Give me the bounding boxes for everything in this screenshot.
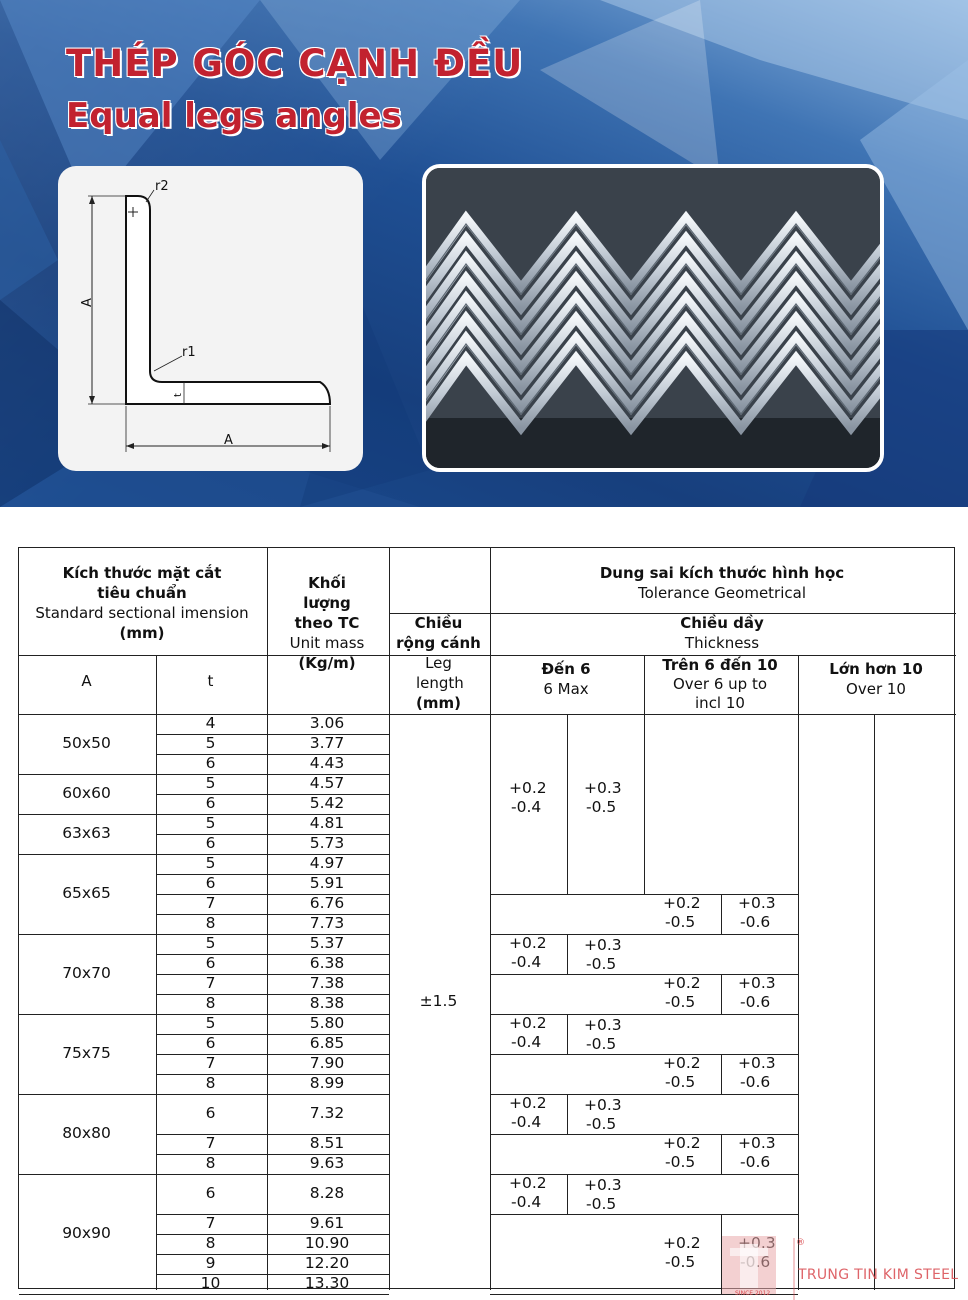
- unit-mass-cell: 8.38: [309, 994, 345, 1012]
- leg-header: [388, 613, 489, 713]
- thickness-cell: 4: [205, 714, 216, 732]
- grid-line: [490, 1214, 798, 1215]
- t-label: t: [173, 393, 184, 397]
- a-horizontal-label: A: [224, 433, 233, 448]
- unit-mass-cell: 4.81: [309, 814, 345, 832]
- tolerance-6to10-lower-5-plus: +0.2: [663, 1234, 701, 1252]
- unit-mass-cell: 5.73: [309, 834, 345, 852]
- tolerance-6to10-lower-5-minus: -0.5: [665, 1253, 696, 1271]
- specification-table: [18, 547, 955, 1292]
- tolerance-6max-lower-2-plus: +0.2: [509, 934, 547, 952]
- grid-line: [721, 1054, 722, 1094]
- unit-mass-cell: 6.85: [309, 1034, 345, 1052]
- tolerance-6to10-lower-3: [663, 1054, 701, 1092]
- tolerance-6max-upper-plus: +0.3: [584, 779, 622, 797]
- thickness-cell: 8: [205, 1234, 216, 1252]
- tolerance-6to10-lower-1-plus: +0.2: [663, 894, 701, 912]
- tolerance-6max-upper-2: [584, 936, 622, 974]
- tolerance-6max-lower-minus: -0.4: [511, 798, 542, 816]
- tolerance-6max-lower-3: [509, 1014, 547, 1052]
- leg-tolerance-value: ±1.5: [419, 992, 458, 1010]
- thickness-cell: 8: [205, 914, 216, 932]
- t6-header-vn: Đến 6: [541, 660, 591, 678]
- thickness-cell: 8: [205, 994, 216, 1012]
- grid-line: [567, 1094, 568, 1134]
- unit-mass-cell: 5.91: [309, 874, 345, 892]
- grid-line: [721, 974, 722, 1014]
- thickness-cell: 6: [205, 794, 216, 812]
- tolerance-6to10-lower-3-plus: +0.2: [663, 1054, 701, 1072]
- tolerance-6max-lower-4: [509, 1094, 547, 1132]
- tolerance-6to10-lower-2: [663, 974, 701, 1012]
- tolerance-6max-upper-2-plus: +0.3: [584, 936, 622, 954]
- tolerance-6to10-upper-2-plus: +0.3: [738, 974, 776, 992]
- unit-mass-cell: 3.77: [309, 734, 345, 752]
- leg-header-en: Leg length: [416, 654, 464, 692]
- tolerance-6to10-upper-2-minus: -0.6: [740, 993, 771, 1011]
- tolerance-6max-lower-2-minus: -0.4: [511, 953, 542, 971]
- thickness-cell: 5: [205, 774, 216, 792]
- unit-mass-cell: 8.51: [309, 1134, 345, 1152]
- unit-mass-cell: 7.38: [309, 974, 345, 992]
- size-cell: 70x70: [62, 964, 111, 982]
- section-header-vn: Kích thước mặt cắt tiêu chuẩn: [62, 564, 222, 602]
- tolerance-6max-lower-2: [509, 934, 547, 972]
- tolerance-6to10-upper-1-minus: -0.6: [740, 913, 771, 931]
- tolerance-6max-lower: [509, 779, 547, 817]
- tolerance-6to10-upper-1-plus: +0.3: [738, 894, 776, 912]
- size-cell: 90x90: [62, 1224, 111, 1242]
- tolerance-6to10-lower-1-minus: -0.5: [665, 913, 696, 931]
- thickness-cell: 9: [205, 1254, 216, 1272]
- unit-mass-cell: 5.37: [309, 934, 345, 952]
- size-cell: 75x75: [62, 1044, 111, 1062]
- tolerance-6max-upper-4: [584, 1096, 622, 1134]
- thickness-cell: 5: [205, 934, 216, 952]
- t10-header-vn: Lớn hơn 10: [829, 660, 923, 678]
- grid-line: [567, 1014, 568, 1054]
- tolerance-6max-lower-5-minus: -0.4: [511, 1193, 542, 1211]
- unit-mass-cell: 8.28: [309, 1184, 345, 1202]
- tolerance-6max-upper-2-minus: -0.5: [586, 955, 617, 973]
- thickness-cell: 6: [205, 874, 216, 892]
- thickness-header: [489, 613, 955, 653]
- tolerance-6to10-upper-4: [738, 1134, 776, 1172]
- t6-header-en: 6 Max: [543, 680, 589, 698]
- a-vertical-label: A: [80, 298, 95, 307]
- brand-watermark-text: TRUNG TIN KIM STEEL: [798, 1267, 959, 1283]
- size-cell: 60x60: [62, 784, 111, 802]
- brand-since-text: SINCE 2012: [735, 1290, 771, 1297]
- tolerance-6to10-lower-5: [663, 1234, 701, 1272]
- grid-line: [721, 1134, 722, 1174]
- thickness-cell: 6: [205, 754, 216, 772]
- tolerance-6to10-upper-1: [738, 894, 776, 932]
- tolerance-6to10-lower-4-plus: +0.2: [663, 1134, 701, 1152]
- mass-header: [266, 573, 388, 673]
- thickness-6to10-header: [643, 655, 797, 713]
- tolerance-6to10-lower-3-minus: -0.5: [665, 1073, 696, 1091]
- tolerance-6to10-lower-2-minus: -0.5: [665, 993, 696, 1011]
- tolerance-6max-upper-3-plus: +0.3: [584, 1016, 622, 1034]
- tolerance-6to10-lower-2-plus: +0.2: [663, 974, 701, 992]
- thickness-cell: 7: [205, 974, 216, 992]
- unit-mass-cell: 10.90: [304, 1234, 350, 1252]
- grid-line: [874, 714, 875, 1290]
- t10-header-en: Over 10: [846, 680, 906, 698]
- r2-label: r2: [155, 179, 169, 194]
- tolerance-6to10-lower-4: [663, 1134, 701, 1172]
- tolerance-header-vn: Dung sai kích thước hình học: [599, 564, 845, 582]
- tolerance-6max-upper-4-minus: -0.5: [586, 1115, 617, 1133]
- leg-header-unit: (mm): [416, 694, 461, 712]
- grid-line: [721, 894, 722, 934]
- grid-line: [567, 934, 568, 974]
- size-cell: 63x63: [62, 824, 111, 842]
- angle-cross-section-diagram: [58, 166, 363, 471]
- angle-profile-drawing: [58, 166, 363, 471]
- unit-mass-cell: 7.32: [309, 1104, 345, 1122]
- tolerance-6to10-upper-4-plus: +0.3: [738, 1134, 776, 1152]
- section-header-unit: (mm): [119, 624, 165, 642]
- t610-header-vn: Trên 6 đến 10: [662, 656, 778, 674]
- thickness-cell: 8: [205, 1154, 216, 1172]
- thickness-over10-header: [797, 659, 955, 699]
- tolerance-6to10-upper-2: [738, 974, 776, 1012]
- page-title-english: Equal legs angles: [66, 96, 402, 136]
- unit-mass-cell: 5.42: [309, 794, 345, 812]
- tolerance-6max-lower-4-plus: +0.2: [509, 1094, 547, 1112]
- thickness-cell: 10: [200, 1274, 221, 1292]
- unit-mass-cell: 4.97: [309, 854, 345, 872]
- unit-mass-cell: 5.80: [309, 1014, 345, 1032]
- r1-label: r1: [182, 345, 196, 360]
- unit-mass-cell: 8.99: [309, 1074, 345, 1092]
- tolerance-header: [489, 563, 955, 603]
- unit-mass-cell: 13.30: [304, 1274, 350, 1292]
- tolerance-6max-upper-3: [584, 1016, 622, 1054]
- thickness-cell: 6: [205, 1184, 216, 1202]
- tolerance-6max-upper-5-minus: -0.5: [586, 1195, 617, 1213]
- unit-mass-cell: 7.90: [309, 1054, 345, 1072]
- unit-mass-cell: 7.73: [309, 914, 345, 932]
- page-title-vietnamese: THÉP GÓC CẠNH ĐỀU: [66, 42, 524, 85]
- thickness-cell: 6: [205, 1104, 216, 1122]
- thickness-cell: 6: [205, 834, 216, 852]
- tolerance-6max-upper-3-minus: -0.5: [586, 1035, 617, 1053]
- unit-mass-cell: 3.06: [309, 714, 345, 732]
- size-cell: 50x50: [62, 734, 111, 752]
- thickness-cell: 5: [205, 734, 216, 752]
- thickness-cell: 8: [205, 1074, 216, 1092]
- tolerance-6max-lower-plus: +0.2: [509, 779, 547, 797]
- section-header-en: Standard sectional imension: [35, 604, 249, 622]
- tolerance-6max-lower-5-plus: +0.2: [509, 1174, 547, 1192]
- grid-line: [567, 1174, 568, 1214]
- thickness-cell: 5: [205, 854, 216, 872]
- tolerance-6to10-lower-1: [663, 894, 701, 932]
- grid-line: [567, 714, 568, 894]
- thickness-cell: 6: [205, 1034, 216, 1052]
- tolerance-6max-lower-3-plus: +0.2: [509, 1014, 547, 1032]
- tolerance-6to10-upper-4-minus: -0.6: [740, 1153, 771, 1171]
- unit-mass-cell: 9.61: [309, 1214, 345, 1232]
- mass-header-vn: Khối lượng theo TC: [294, 574, 360, 632]
- tolerance-6max-upper-5-plus: +0.3: [584, 1176, 622, 1194]
- section-header: [18, 563, 266, 643]
- grid-line: [644, 714, 645, 894]
- tolerance-6max-lower-4-minus: -0.4: [511, 1113, 542, 1131]
- tolerance-6to10-lower-4-minus: -0.5: [665, 1153, 696, 1171]
- tolerance-6max-upper: [584, 779, 622, 817]
- thickness-6max-header: [489, 659, 643, 699]
- tolerance-6max-lower-5: [509, 1174, 547, 1212]
- grid-line: [19, 1294, 389, 1295]
- tolerance-6max-upper-minus: -0.5: [586, 798, 617, 816]
- thickness-header-en: Thickness: [684, 634, 760, 652]
- t610-header-en: Over 6 up to incl 10: [673, 675, 768, 712]
- size-cell: 80x80: [62, 1124, 111, 1142]
- unit-mass-cell: 4.57: [309, 774, 345, 792]
- unit-mass-cell: 4.43: [309, 754, 345, 772]
- size-cell: 65x65: [62, 884, 111, 902]
- tolerance-6to10-upper-3-minus: -0.6: [740, 1073, 771, 1091]
- stacked-angles-illustration: [426, 168, 880, 468]
- product-photo-steel-angles: [422, 164, 884, 472]
- registered-mark: ®: [796, 1238, 805, 1248]
- tolerance-6to10-upper-3: [738, 1054, 776, 1092]
- grid-line: [798, 655, 799, 1290]
- thickness-cell: 7: [205, 1054, 216, 1072]
- tolerance-6max-lower-3-minus: -0.4: [511, 1033, 542, 1051]
- col-a-header: A: [81, 672, 92, 690]
- thickness-cell: 6: [205, 954, 216, 972]
- thickness-cell: 5: [205, 814, 216, 832]
- tolerance-6max-upper-4-plus: +0.3: [584, 1096, 622, 1114]
- thickness-cell: 7: [205, 894, 216, 912]
- unit-mass-cell: 6.38: [309, 954, 345, 972]
- mass-header-en: Unit mass: [289, 634, 365, 652]
- unit-mass-cell: 9.63: [309, 1154, 345, 1172]
- unit-mass-cell: 12.20: [304, 1254, 350, 1272]
- tolerance-header-en: Tolerance Geometrical: [638, 584, 806, 602]
- tolerance-6max-upper-5: [584, 1176, 622, 1214]
- header-banner: [0, 0, 968, 507]
- thickness-header-vn: Chiều dầy: [680, 614, 764, 632]
- thickness-cell: 7: [205, 1134, 216, 1152]
- thickness-cell: 5: [205, 1014, 216, 1032]
- leg-header-vn: Chiều rộng cánh: [396, 614, 481, 652]
- tolerance-6to10-upper-3-plus: +0.3: [738, 1054, 776, 1072]
- unit-mass-cell: 6.76: [309, 894, 345, 912]
- col-t-header: t: [207, 672, 214, 690]
- mass-header-unit: (Kg/m): [298, 654, 356, 672]
- thickness-cell: 7: [205, 1214, 216, 1232]
